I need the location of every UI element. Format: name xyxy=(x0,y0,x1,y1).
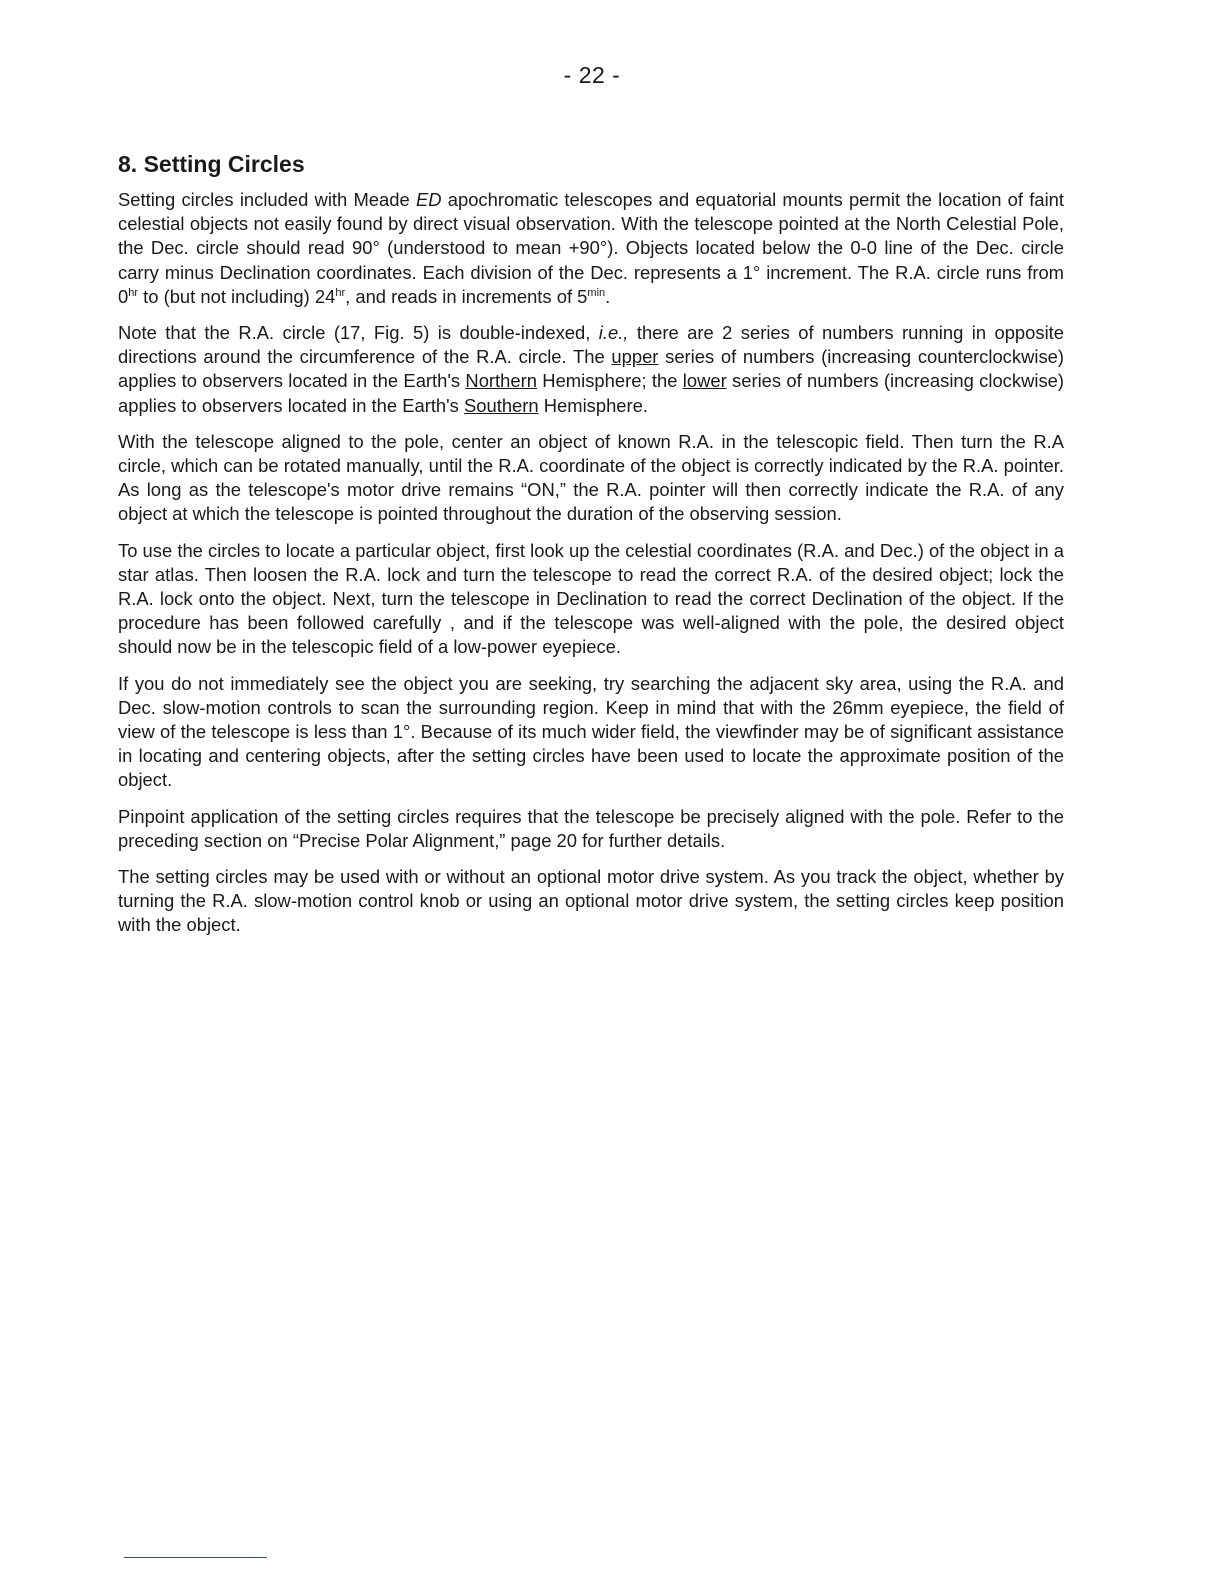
paragraph-align-pole: With the telescope aligned to the pole, center an object of known R.A. in the telescopic field. Then turn the R.A circle, which can be rotated manually, until the R.A. coordinate of the object is correctly indicated by the R.A. pointer. As long as the telescope's motor drive remains “ON,” the R.A. pointer will then correctly indicate the R.A. of any object at which the telescope is pointed throughout the duration of the observing session. xyxy=(118,430,1064,525)
underline-lower: lower xyxy=(682,370,727,392)
ie-emphasis: i.e., xyxy=(598,322,629,344)
paragraph-setting-circles-intro: Setting circles included with Meade ED apochromatic telescopes and equatorial mounts permit the location of faint celestial objects not easily found by direct visual observation. With the telescope pointed at the North Celestial Pole, the Dec. circle should read 90° (understood to mean +90°). Objects located below the 0-0 line of the Dec. circle carry minus Declination coordinates. Each division of the Dec. represents a 1° increment. The R.A. circle runs from $0^{hr}$ to (but not including) $24^{hr}$, and reads in increments of $5^{min}$. xyxy=(118,189,1065,307)
underline-southern: Southern xyxy=(463,394,539,416)
footnote-rule xyxy=(124,1557,267,1558)
underline-upper: upper xyxy=(611,346,659,368)
ed-emphasis: ED xyxy=(415,189,442,210)
underline-northern: Northern xyxy=(465,370,537,392)
section-title: 8. Setting Circles xyxy=(118,151,305,177)
setting-circles-section xyxy=(118,150,1064,950)
paragraph-pinpoint: Pinpoint application of the setting circles requires that the telescope be precisely aligned with the pole. Refer to the preceding section on “Precise Polar Alignment,” page 20 for further details. xyxy=(118,805,1064,851)
paragraph-motor-drive: The setting circles may be used with or without an optional motor drive system. As you track the object, whether by turning the R.A. slow-motion control knob or using an optional motor drive system, the setting circles keep position with the object. xyxy=(118,866,1064,936)
paragraph-double-indexed: Note that the R.A. circle (17, Fig. 5) is double-indexed, i.e., there are 2 series of numbers running in opposite directions around the circumference of the R.A. circle. The upper series of numbers (increasing counterclockwise) applies to observers located in the Earth's Northern Hemisphere; the lower series of numbers (increasing clockwise) applies to observers located in the Earth's Southern Hemisphere. xyxy=(118,322,1064,416)
page-number: - 22 - xyxy=(563,62,621,88)
paragraph-locate-object: To use the circles to locate a particular object, first look up the celestial coordinates (R.A. and Dec.) of the object in a star atlas. Then loosen the R.A. lock and turn the telescope to read the correct R.A. of the desired object; lock the R.A. lock onto the object. Next, turn the telescope in Declination to read the correct Declination of the object. If the procedure has been followed carefully , and if the telescope was well-aligned with the pole, the desired object should now be in the telescopic field of a low-power eyepiece. xyxy=(118,539,1064,658)
paragraph-search-sky: If you do not immediately see the object you are seeking, try searching the adjacent sky area, using the R.A. and Dec. slow-motion controls to scan the surrounding region. Keep in mind that with the 26mm eyepiece, the field of view of the telescope is less than 1°. Because of its much wider field, the viewfinder may be of significant assistance in locating and centering objects, after the setting circles have been used to locate the approximate position of the object. xyxy=(118,672,1064,791)
